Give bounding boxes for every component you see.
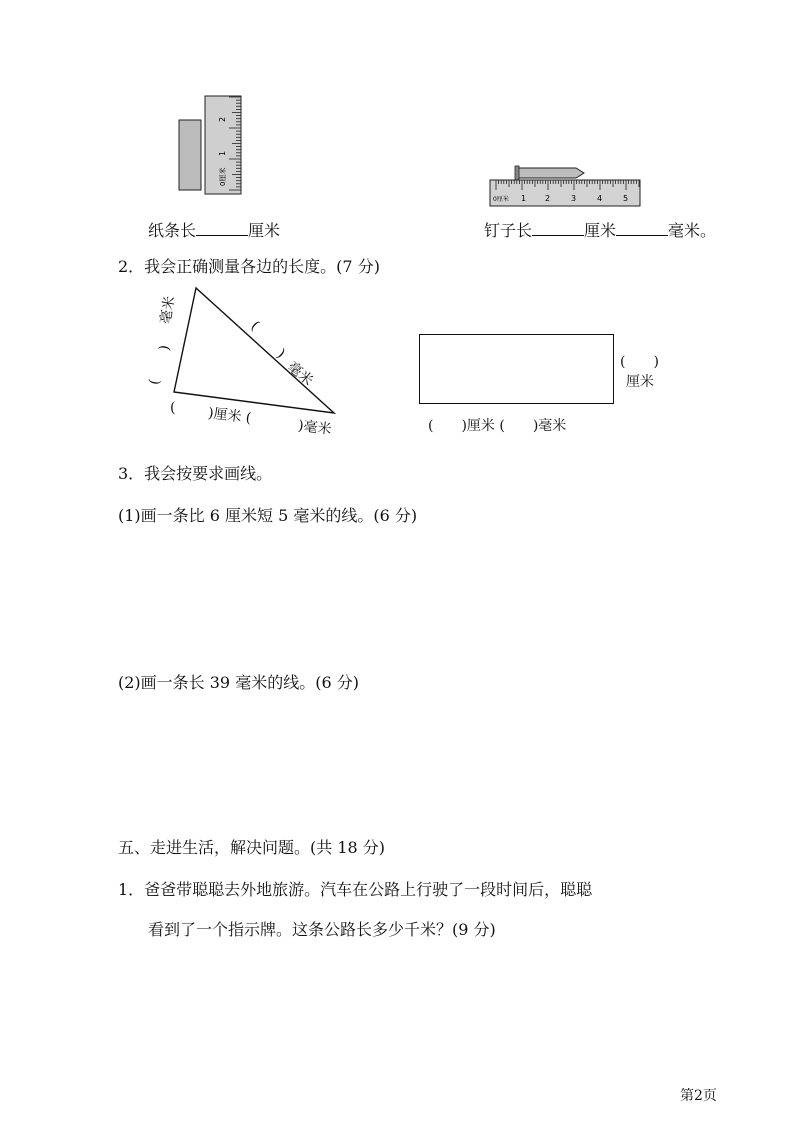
tri-right-open-paren: ( [247,318,262,334]
rectangle-shape [419,334,614,404]
ruler-v-two: 2 [218,116,227,122]
tri-bottom-end: )毫米 [297,418,333,438]
paper-ruler-figure [170,94,250,196]
nail-unit-mm: 毫米。 [668,221,717,240]
nail-caption: 钉子长 [484,221,533,240]
q3-sub2-drawing-area[interactable] [118,700,678,820]
nail-unit-cm: 厘米 [584,221,617,240]
ruler-h-3: 3 [571,194,577,203]
tri-left-close-paren: ) [156,343,174,353]
tri-left-unit: 毫米 [157,294,179,326]
page-number: 第2页 [680,1088,717,1104]
q3-sub2: (2)画一条长 39 毫米的线。(6 分) [118,673,359,692]
rect-bottom-labels: ( )厘米 ( )毫米 [428,418,567,434]
paper-unit: 厘米 [248,221,281,240]
tri-right-close-paren: ) [273,346,288,362]
nail-length-line [484,221,716,241]
rect-side-paren: ( ) [620,354,659,370]
tri-bottom-open: ( [170,400,176,416]
horizontal-ruler-svg [488,160,648,208]
tri-left-open-paren: ( [146,377,164,387]
paper-length-line [148,221,280,241]
paper-caption: 纸条长 [148,221,197,240]
nail-mm-blank[interactable] [616,221,668,236]
tri-right-unit: 毫米 [284,358,316,390]
ruler-h-1: 1 [521,194,527,203]
q3-title: 3．我会按要求画线。 [118,464,273,483]
section5-q1-line1: 1．爸爸带聪聪去外地旅游。汽车在公路上行驶了一段时间后，聪聪 [118,880,593,899]
ruler-v-zero: 0厘米 [219,167,227,186]
ruler-h-4: 4 [597,194,603,203]
section5-title: 五、走进生活，解决问题。(共 18 分) [118,838,386,857]
tri-bottom-middle: )厘米 ( [207,405,253,427]
triangle-figure [140,280,360,450]
ruler-h-5: 5 [623,194,629,203]
rect-side-unit: 厘米 [626,374,654,390]
q3-sub1-drawing-area[interactable] [118,532,678,662]
q2-title: 2．我会正确测量各边的长度。(7 分) [118,257,380,276]
ruler-h-2: 2 [545,194,551,203]
nail-cm-blank[interactable] [532,221,584,236]
nail-ruler-figure [488,160,648,208]
section5-q1-line2: 看到了一个指示牌。这条公路长多少千米？(9 分) [148,920,496,939]
ruler-v-one: 1 [218,150,227,156]
ruler-h-zero: 0厘米 [493,196,509,203]
paper-length-blank[interactable] [196,221,248,236]
q3-sub1: (1)画一条比 6 厘米短 5 毫米的线。(6 分) [118,506,418,525]
vertical-ruler-svg [170,94,250,196]
